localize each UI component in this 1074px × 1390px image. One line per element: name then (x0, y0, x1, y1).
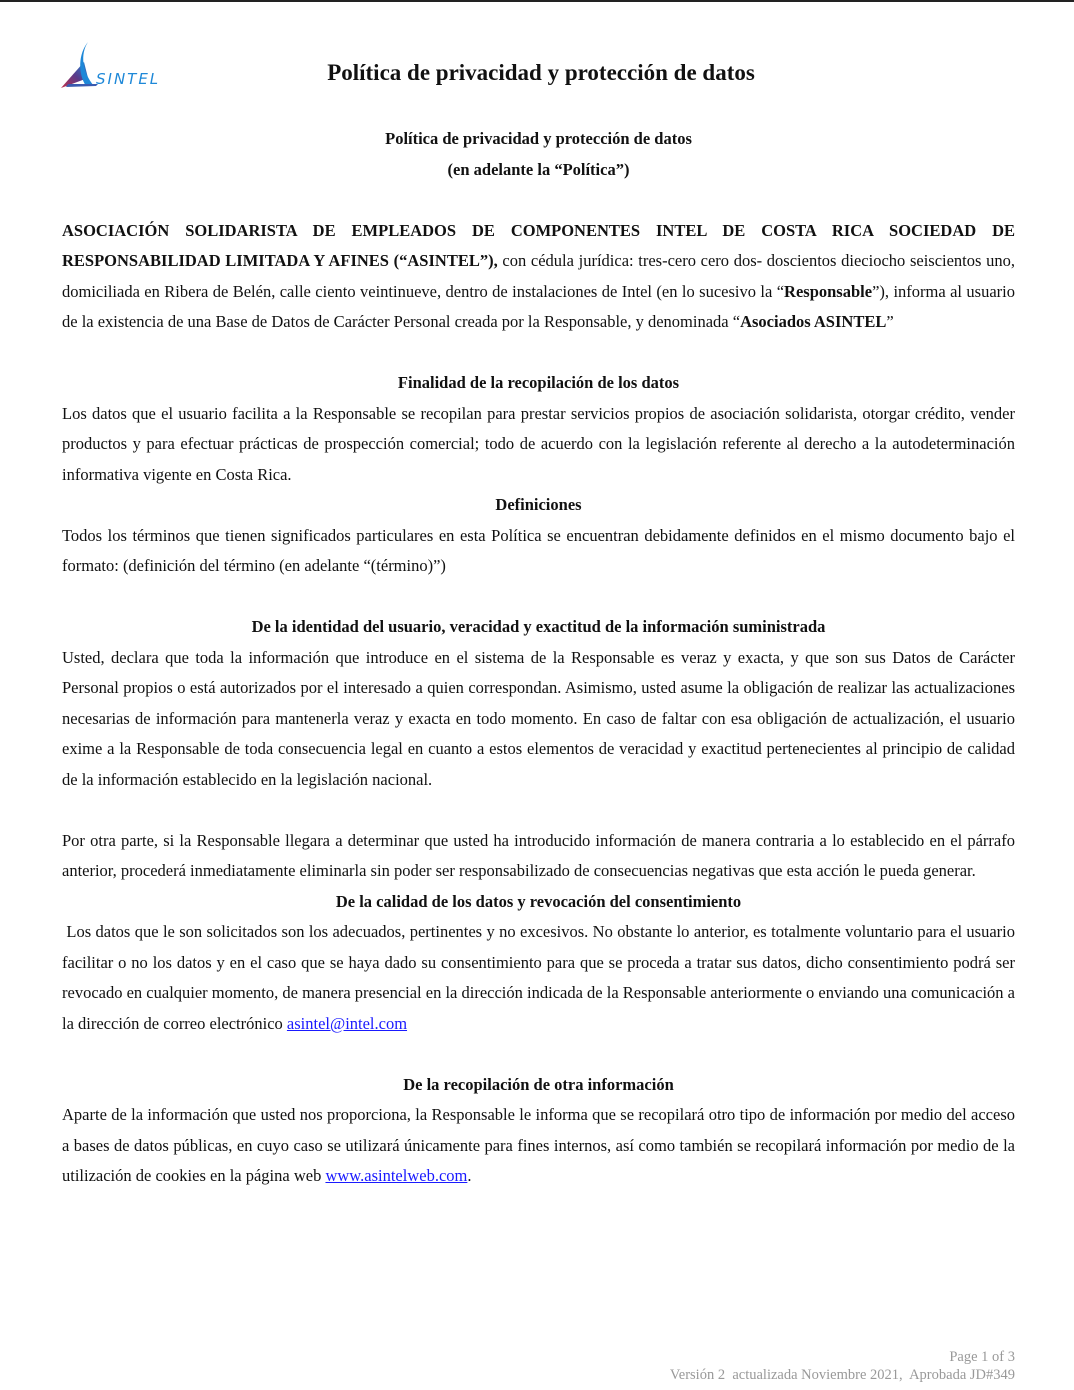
email-link[interactable]: asintel@intel.com (286, 1013, 408, 1033)
version-info: Versión 2 actualizada Noviembre 2021, Aprobada JD#349 (669, 1367, 1015, 1383)
page-number: Page 1 of 3 (949, 1349, 1015, 1365)
section-body-otra-info: Aparte de la información que usted nos proporciona, la Responsable le informa que se recopilará otro tipo de información por medio del acceso a bases de datos públicas, en cuyo caso se utilizará únicamente para fines internos, así como también se recopilará información por medio de la utilización de cookies en la página web www.asintelweb.com. (62, 1105, 1015, 1185)
svg-text:SINTEL: SINTEL (96, 70, 161, 88)
page-title: Política de privacidad y protección de datos (327, 60, 755, 85)
section-body-definiciones: Todos los términos que tienen significados particulares en esta Política se encuentran debidamente definidos en el mismo documento bajo el formato: (definición del término (en adelante “(término)”) (62, 525, 1015, 575)
top-border (0, 0, 1074, 2)
section-heading-finalidad: Finalidad de la recopilación de los datos (397, 373, 680, 392)
section-body-finalidad: Los datos que el usuario facilita a la Responsable se recopilan para prestar servicios propios de asociación solidarista, otorgar crédito, vender productos y para efectuar prácticas de prospección comercial; todo de acuerdo con la legislación referente al derecho a la autodeterminación informativa vigente en Costa Rica. (62, 403, 1015, 484)
section-heading-calidad: De la calidad de los datos y revocación del consentimiento (335, 891, 742, 911)
entity-name: ASOCIACIÓN SOLIDARISTA DE EMPLEADOS DE COMPONENTES INTEL DE COSTA RICA SOCIEDAD DE RESPONSABILIDAD LIMITADA Y AFINES (“ASINTEL”), (62, 220, 1015, 270)
intro-paragraph: ASOCIACIÓN SOLIDARISTA DE EMPLEADOS DE COMPONENTES INTEL DE COSTA RICA SOCIEDAD DE RESPONSABILIDAD LIMITADA Y AFINES (“ASINTEL”), con cédula jurídica: tres-cero cero dos- doscientos dieciocho seiscientos uno, domiciliada en Ribera de Belén, calle ciento veintinueve, dentro de instalaciones de Intel (en lo sucesivo la “Responsable”), informa al usuario de la existencia de una Base de Datos de Carácter Personal creada por la Responsable, y denominada “Asociados ASINTEL” (62, 220, 1015, 331)
section-body-identidad: Usted, declara que toda la información que introduce en el sistema de la Responsable es veraz y exacta, y que son sus Datos de Carácter Personal propios o está autorizados por el interesado a quien correspondan. Asimismo, usted asume la obligación de realizar las actualizaciones necesarias de información para mantenerla veraz y exacta en todo momento. En caso de faltar con esa obligación de actualización, el usuario exime a la Responsable de toda consecuencia legal en cuanto a estos elementos de veracidad y exactitud pertenecientes al principio de calidad de la información establecido en la legislación nacional. (62, 647, 1015, 789)
document-body (62, 124, 1020, 1192)
section-heading-identidad: De la identidad del usuario, veracidad y exactitud de la información suministrada (251, 617, 826, 636)
section-body-calidad: Los datos que le son solicitados son los adecuados, pertinentes y no excesivos. No obstante lo anterior, es totalmente voluntario para el usuario facilitar o no los datos y en el caso que se haya dado su consentimiento para que se proceda a tratar sus datos, dicho consentimiento podrá ser revocado en cualquier momento, de manera presencial en la dirección indicada de la Responsable anteriormente o enviando una comunicación a la dirección de correo electrónico asintel@intel.com (62, 922, 1020, 1033)
subtitle: Política de privacidad y protección de datos (385, 129, 692, 148)
page-footer (670, 1348, 1015, 1384)
section-heading-definiciones: Definiciones (495, 495, 582, 514)
section-body-identidad-2: Por otra parte, si la Responsable llegara a determinar que usted ha introducido información de manera contraria a lo establecido en el párrafo anterior, procederá inmediatamente eliminarla sin poder ser responsabilizado de consecuencias negativas que esta acción le pueda generar. (62, 830, 1015, 880)
subtitle-note: (en adelante la “Política”) (447, 159, 630, 179)
section-heading-otra-info: De la recopilación de otra información (403, 1074, 674, 1094)
website-link[interactable]: www.asintelweb.com (325, 1166, 468, 1185)
